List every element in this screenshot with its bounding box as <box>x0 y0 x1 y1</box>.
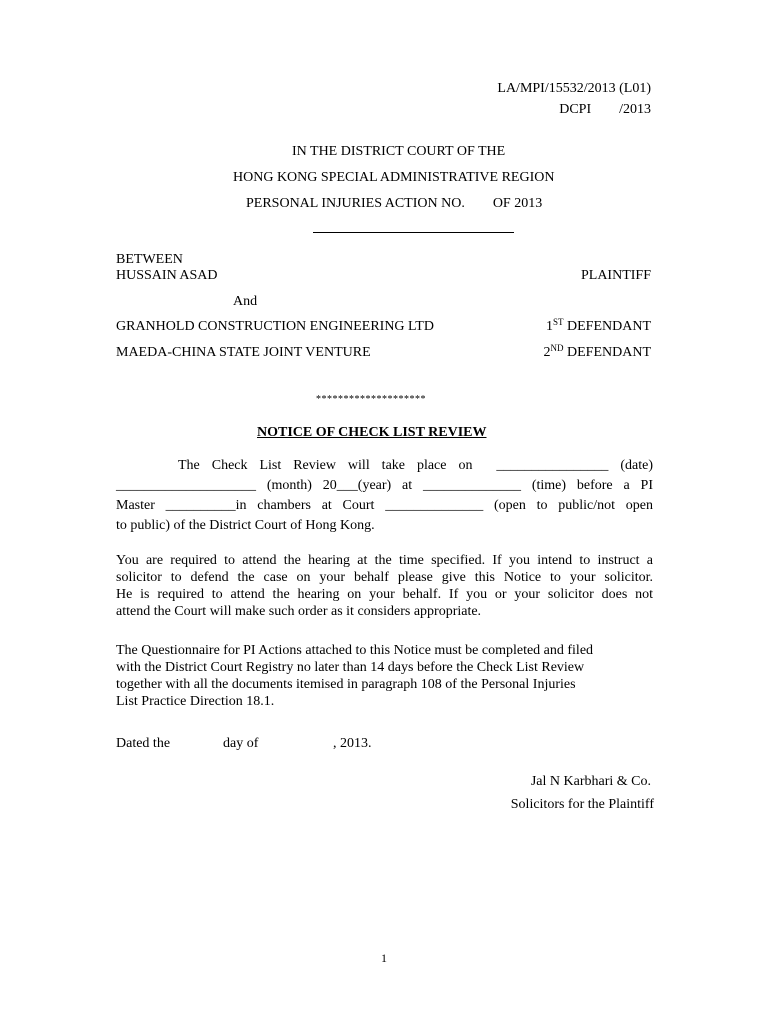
defendant-2-name: MAEDA-CHINA STATE JOINT VENTURE <box>116 345 371 360</box>
dated-prefix: Dated the <box>116 736 171 751</box>
defendant-2-role-label <box>544 344 652 361</box>
paragraph-1-line-1: The Check List Review will take place on ________________ (date) <box>178 458 653 473</box>
defendant-1-role-label <box>546 318 651 335</box>
paragraph-1-line-3: Master __________in chambers at Court ______________ (open to public/not open <box>116 498 653 513</box>
notice-title: NOTICE OF CHECK LIST REVIEW <box>257 425 487 440</box>
dated-day: day of <box>223 736 259 751</box>
page-number: 1 <box>381 951 387 965</box>
paragraph-2 <box>116 552 653 620</box>
defendant-2-ordinal-suffix: ND <box>550 343 564 353</box>
paragraph-2-line-4: attend the Court will make such order as it considers appropriate. <box>116 604 482 619</box>
court-line-1: IN THE DISTRICT COURT OF THE <box>292 144 506 159</box>
paragraph-2-line-1: You are required to attend the hearing at the time specified. If you intend to instruct a <box>116 553 653 568</box>
defendant-2-ordinal: 2 <box>543 345 551 360</box>
plaintiff-role: PLAINTIFF <box>580 268 651 283</box>
separator-stars: ******************** <box>316 394 426 405</box>
plaintiff-name: HUSSAIN ASAD <box>116 268 218 283</box>
paragraph-2-line-2: solicitor to defend the case on your behalf please give this Notice to your solicitor. <box>116 570 653 585</box>
paragraph-2-line-3: He is required to attend the hearing on your behalf. If you or your solicitor does not <box>116 587 653 602</box>
defendant-1-role: DEFENDANT <box>567 319 651 334</box>
defendant-1-ordinal: 1 <box>545 319 553 334</box>
between-label: BETWEEN <box>116 252 183 267</box>
dated-year: , 2013. <box>333 736 372 751</box>
defendant-1-ordinal-suffix: ST <box>552 317 564 327</box>
defendant-1-name: GRANHOLD CONSTRUCTION ENGINEERING LTD <box>116 319 434 334</box>
court-line-3: PERSONAL INJURIES ACTION NO. OF 2013 <box>246 196 543 211</box>
paragraph-3-line-2: with the District Court Registry no later than 14 days before the Check List Review <box>116 660 585 675</box>
defendant-2-role: DEFENDANT <box>567 345 651 360</box>
paragraph-1-line-4: to public) of the District Court of Hong Kong. <box>116 518 375 533</box>
paragraph-3-line-1: The Questionnaire for PI Actions attached to this Notice must be completed and filed <box>116 643 594 658</box>
and-label: And <box>233 294 258 309</box>
solicitor-firm: Jal N Karbhari & Co. <box>530 774 651 789</box>
paragraph-1 <box>116 457 653 534</box>
paragraph-3-line-4: List Practice Direction 18.1. <box>116 694 275 709</box>
heading-rule <box>313 232 514 233</box>
case-number: DCPI /2013 <box>559 102 651 117</box>
court-line-2: HONG KONG SPECIAL ADMINISTRATIVE REGION <box>233 170 555 185</box>
solicitor-role: Solicitors for the Plaintiff <box>510 797 654 812</box>
paragraph-1-line-2: ____________________ (month) 20___(year) at ______________ (time) before a PI <box>116 478 653 493</box>
paragraph-3-line-3: together with all the documents itemised in paragraph 108 of the Personal Injuries <box>116 677 576 692</box>
paragraph-3 <box>116 642 653 710</box>
reference-number: LA/MPI/15532/2013 (L01) <box>497 81 651 96</box>
